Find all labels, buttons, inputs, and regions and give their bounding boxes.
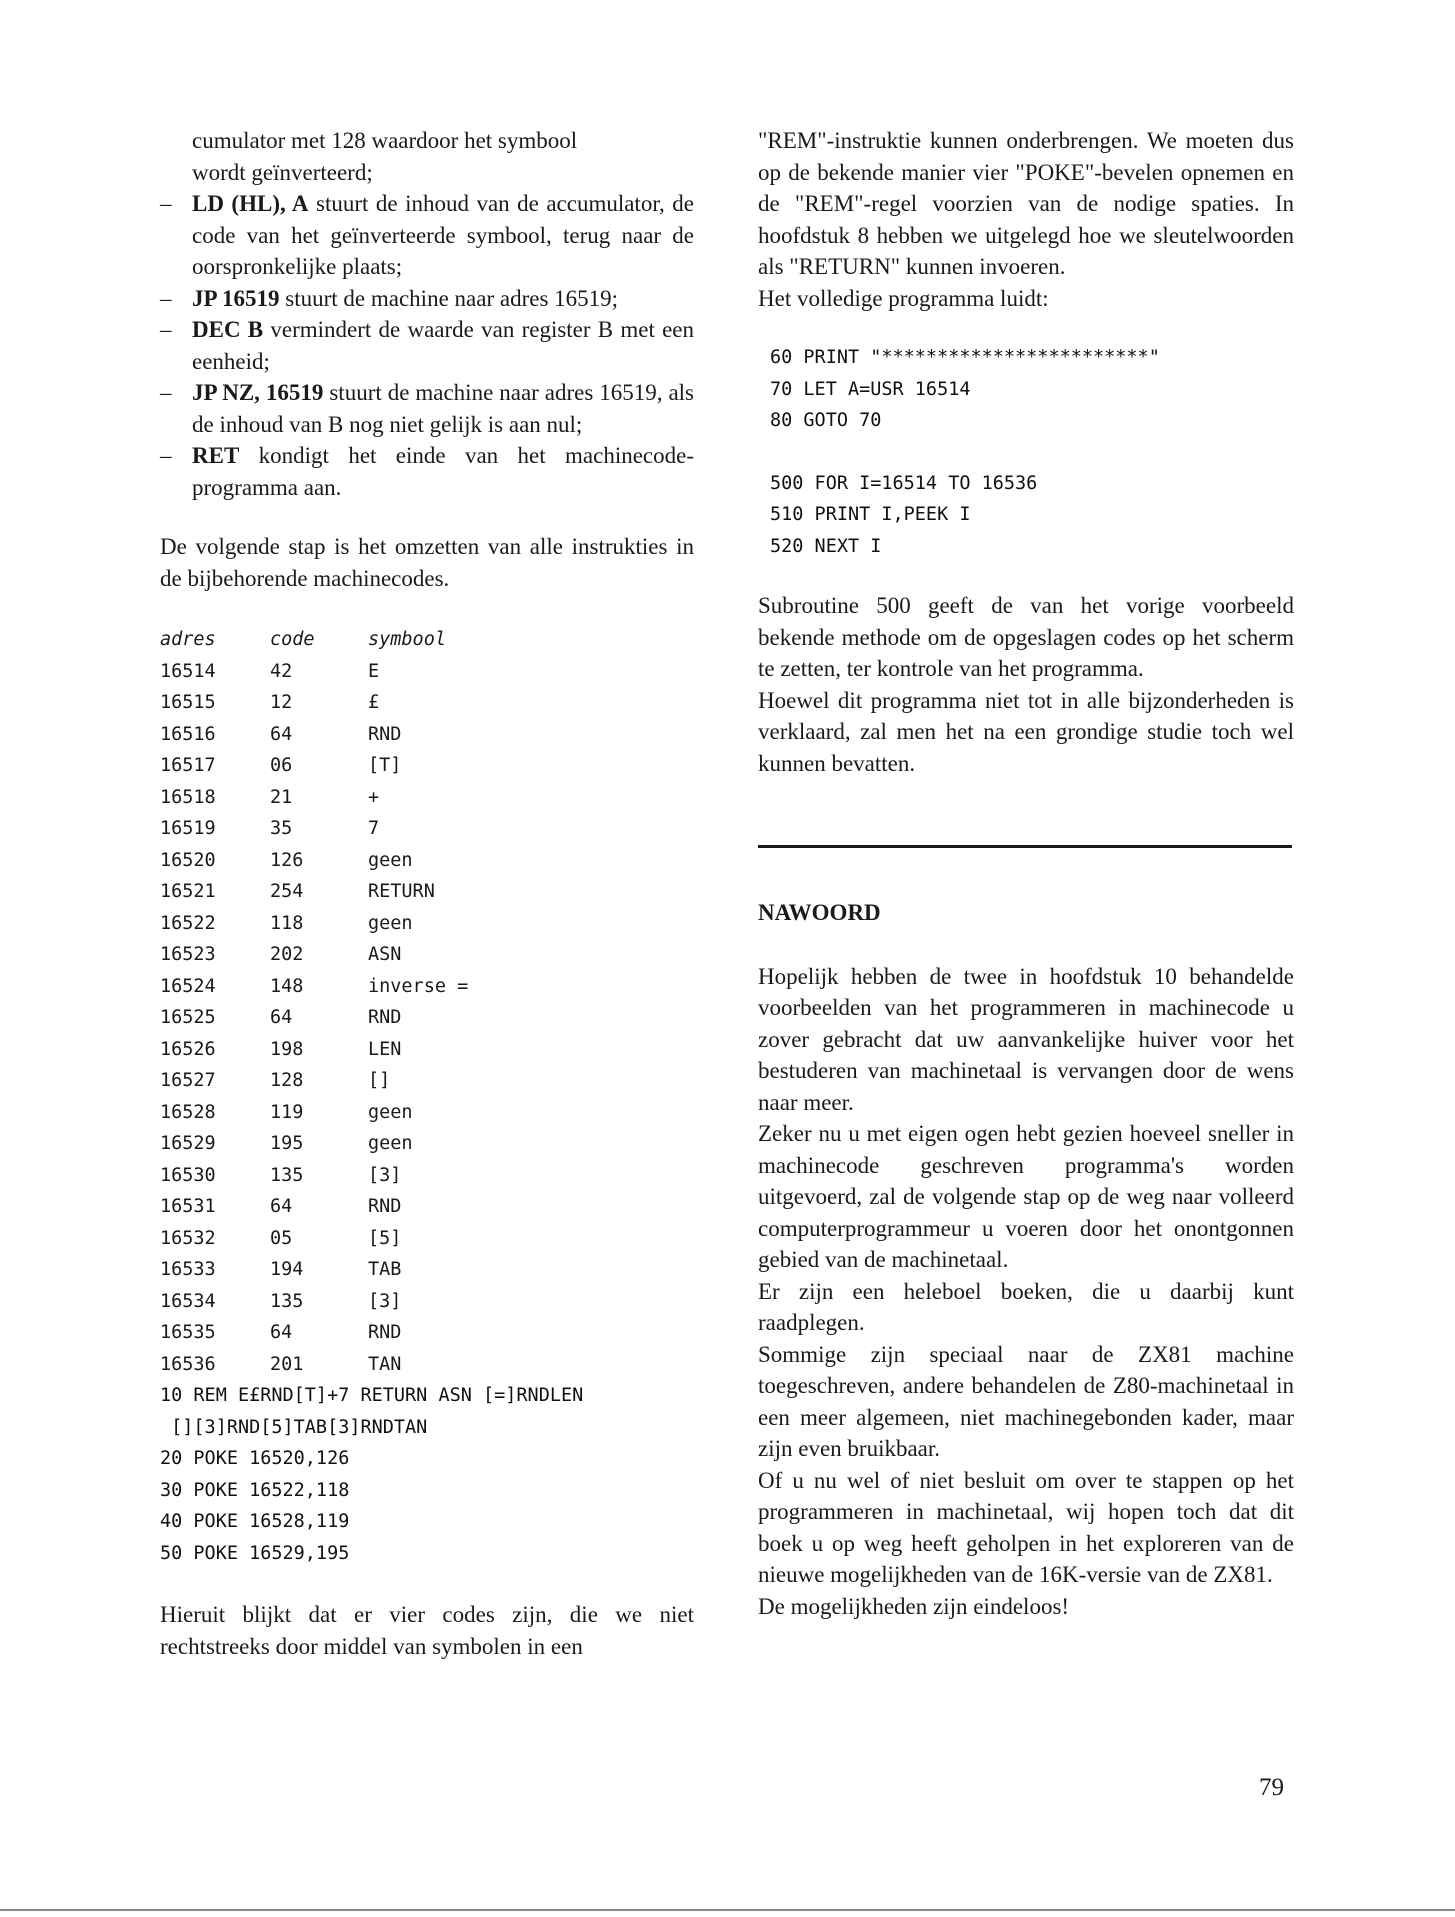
intro-line-1: cumulator met 128 waardoor het symbool	[192, 128, 578, 153]
code-line: 80 GOTO 70	[770, 410, 882, 431]
code-line: 30 POKE 16522,118	[160, 1479, 350, 1501]
cell-code: 64	[270, 1007, 293, 1028]
cell-code: 194	[270, 1259, 304, 1280]
cell-code: 35	[270, 818, 293, 839]
paragraph: Hoewel dit programma niet tot in alle bijzonderheden is verklaard, zal men het na een grondige studie toch wel kunnen bevatten.	[758, 687, 1294, 776]
table-row	[160, 1254, 468, 1286]
cell-symbool: TAN	[368, 1353, 402, 1375]
instruction-list	[160, 188, 694, 503]
paragraph: Hopelijk hebben de twee in hoofdstuk 10 behandelde voorbeelden van het programmeren in machinecode u zover gebracht dat uw aanvankelijke huiver voor het bestuderen van machinetaal is vervangen door de wens naar meer.	[758, 963, 1294, 1115]
paragraph: "REM"-instruktie kunnen onderbrengen. We moeten dus op de bekende manier vier "POKE"-bevelen opnemen en de "REM"-regel voorzien van de nodige spaties. In hoofdstuk 8 hebben we uitgelegd hoe we sleutelwoorden als "RETURN" kunnen invoeren.	[758, 128, 1294, 279]
cell-adres: 16532	[160, 1227, 216, 1249]
table-row	[160, 1317, 468, 1349]
left-column	[160, 125, 694, 1662]
paragraph: Zeker nu u met eigen ogen hebt gezien hoeveel sneller in machinecode geschreven programma's worden uitgevoerd, zal de volgende stap op de weg naar volleerd computerprogrammeur u voeren door het onontgonnen gebied van de machinetaal.	[758, 1121, 1294, 1272]
cell-code: 201	[270, 1353, 304, 1375]
paragraph: De mogelijkheden zijn eindeloos!	[758, 1593, 1070, 1619]
section-heading: NAWOORD	[758, 900, 881, 925]
cell-adres: 16515	[160, 692, 216, 713]
cell-adres: 16530	[160, 1164, 216, 1186]
instruction-mnemonic: DEC B	[192, 317, 264, 342]
cell-symbool: []	[368, 1070, 391, 1091]
table-row	[160, 656, 468, 688]
instruction-mnemonic: LD (HL), A	[192, 191, 309, 216]
dash-icon: –	[160, 317, 172, 342]
cell-symbool: RETURN	[368, 881, 435, 902]
cell-symbool: RND	[368, 1007, 402, 1028]
machine-code-table	[160, 624, 468, 1380]
table-row	[160, 1160, 468, 1192]
cell-adres: 16531	[160, 1196, 216, 1217]
intro-line-2: wordt geïnverteerd;	[192, 159, 373, 185]
table-row	[160, 1223, 468, 1255]
basic-listing	[758, 342, 1294, 437]
column-header-code: code	[270, 629, 315, 650]
column-header-symbool: symbool	[368, 629, 446, 650]
instruction-text: stuurt de machine naar adres 16519, als de inhoud van B nog niet gelijk is aan nul;	[192, 380, 694, 437]
cell-symbool: geen	[368, 1101, 413, 1123]
paragraph: Subroutine 500 geeft de van het vorige voorbeeld bekende methode om de opgeslagen codes op het scherm te zetten, ter kontrole van het programma.	[758, 593, 1294, 681]
cell-symbool: LEN	[368, 1038, 402, 1060]
right-column	[758, 125, 1294, 1622]
instruction-mnemonic: JP 16519	[192, 285, 280, 311]
table-row	[160, 1191, 468, 1223]
paragraph: Er zijn een heleboel boeken, die u daarbij kunt raadplegen.	[758, 1278, 1294, 1335]
table-row	[160, 687, 468, 719]
list-item	[160, 314, 694, 377]
cell-symbool: [3]	[368, 1164, 402, 1186]
cell-symbool: TAB	[368, 1259, 402, 1280]
table-row	[160, 876, 468, 908]
cell-adres: 16520	[160, 849, 216, 871]
cell-symbool: RND	[368, 1196, 402, 1217]
cell-symbool: geen	[368, 912, 413, 934]
cell-adres: 16524	[160, 975, 216, 997]
cell-symbool: inverse =	[368, 975, 469, 997]
cell-adres: 16525	[160, 1007, 216, 1028]
nawoord-body	[758, 961, 1294, 1623]
cell-adres: 16519	[160, 818, 216, 839]
cell-symbool: [T]	[368, 755, 402, 776]
cell-adres: 16527	[160, 1070, 216, 1091]
table-row	[160, 971, 468, 1003]
list-item	[160, 377, 694, 440]
cell-symbool: [5]	[368, 1227, 402, 1249]
dash-icon: –	[160, 191, 172, 216]
instruction-text: stuurt de machine naar adres 16519;	[279, 285, 619, 311]
table-row	[160, 1128, 468, 1160]
code-line: 520 NEXT I	[770, 535, 882, 557]
cell-code: 05	[270, 1227, 293, 1249]
cell-symbool: +	[368, 786, 380, 808]
column-header-adres: adres	[160, 629, 216, 650]
cell-symbool: geen	[368, 849, 413, 871]
cell-code: 42	[270, 660, 293, 682]
cell-code: 06	[270, 755, 293, 776]
code-line: 10 REM E£RND[T]+7 RETURN ASN [=]RNDLEN	[160, 1385, 584, 1406]
paragraph: Het volledige programma luidt:	[758, 285, 1049, 311]
dash-icon: –	[160, 443, 172, 468]
cell-code: 195	[270, 1133, 304, 1154]
cell-symbool: E	[368, 660, 380, 682]
cell-code: 135	[270, 1164, 304, 1186]
table-row	[160, 939, 468, 971]
page-number: 79	[1259, 1774, 1284, 1801]
cell-symbool: £	[368, 692, 380, 713]
instruction-text: stuurt de inhoud van de accumulator, de code van het geïnverteerde symbool, terug naar de oorspronkelijke plaats;	[192, 191, 694, 279]
cell-adres: 16523	[160, 944, 216, 965]
list-item	[160, 283, 694, 315]
table-row	[160, 719, 468, 751]
table-row	[160, 813, 468, 845]
table-row	[160, 908, 468, 940]
cell-adres: 16521	[160, 881, 216, 902]
code-line: 500 FOR I=16514 TO 16536	[770, 472, 1038, 494]
table-row	[160, 782, 468, 814]
cell-adres: 16529	[160, 1133, 216, 1154]
page-bottom-edge	[0, 1909, 1455, 1911]
cell-adres: 16533	[160, 1259, 216, 1280]
code-line: [][3]RND[5]TAB[3]RNDTAN	[160, 1416, 428, 1438]
basic-listing	[160, 1380, 694, 1569]
cell-adres: 16517	[160, 755, 216, 776]
table-row	[160, 845, 468, 877]
cell-code: 64	[270, 1196, 293, 1217]
code-line: 50 POKE 16529,195	[160, 1542, 350, 1564]
cell-symbool: ASN	[368, 944, 402, 965]
cell-code: 128	[270, 1070, 304, 1091]
table-row	[160, 750, 468, 782]
table-body	[160, 656, 468, 1381]
cell-code: 64	[270, 723, 293, 745]
cell-adres: 16518	[160, 786, 216, 808]
instruction-text: kondigt het einde van het machinecode-programma aan.	[192, 443, 694, 500]
instruction-text: vermindert de waarde van register B met een eenheid;	[192, 317, 695, 374]
cell-symbool: geen	[368, 1133, 413, 1154]
cell-code: 64	[270, 1322, 293, 1343]
instruction-mnemonic: RET	[192, 443, 240, 468]
dash-icon: –	[160, 380, 172, 405]
cell-code: 148	[270, 975, 304, 997]
code-line: 510 PRINT I,PEEK I	[770, 504, 971, 525]
table-row	[160, 1286, 468, 1318]
cell-symbool: RND	[368, 723, 402, 745]
cell-adres: 16522	[160, 912, 216, 934]
table-row	[160, 1065, 468, 1097]
cell-adres: 16534	[160, 1290, 216, 1312]
table-row	[160, 1002, 468, 1034]
code-line: 40 POKE 16528,119	[160, 1511, 350, 1532]
divider	[758, 845, 1292, 848]
cell-adres: 16526	[160, 1038, 216, 1060]
cell-adres: 16528	[160, 1101, 216, 1123]
code-line: 60 PRINT "************************"	[770, 347, 1160, 368]
cell-adres: 16516	[160, 723, 216, 745]
cell-code: 254	[270, 881, 304, 902]
paragraph: Of u nu wel of niet besluit om over te stappen op het programmeren in machinetaal, wij hopen toch dat dit boek u op weg heeft geholpen in het exploreren van de nieuwe mogelijkheden van de 16K-versie van de ZX81.	[758, 1467, 1294, 1587]
instruction-mnemonic: JP NZ, 16519	[192, 380, 324, 405]
cell-symbool: 7	[368, 818, 380, 839]
cell-adres: 16535	[160, 1322, 216, 1343]
table-row	[160, 1349, 468, 1381]
basic-listing	[758, 468, 1294, 563]
cell-symbool: RND	[368, 1322, 402, 1343]
table-row	[160, 1097, 468, 1129]
list-item	[160, 440, 694, 503]
cell-code: 198	[270, 1038, 304, 1060]
cell-code: 135	[270, 1290, 304, 1312]
cell-code: 12	[270, 692, 293, 713]
paragraph: Hieruit blijkt dat er vier codes zijn, die we niet rechtstreeks door middel van symbolen in een	[160, 1602, 694, 1659]
code-line: 70 LET A=USR 16514	[770, 378, 971, 400]
cell-adres: 16514	[160, 660, 216, 682]
cell-code: 21	[270, 786, 293, 808]
cell-adres: 16536	[160, 1353, 216, 1375]
dash-icon: –	[160, 285, 172, 311]
cell-code: 119	[270, 1101, 304, 1123]
code-line: 20 POKE 16520,126	[160, 1448, 350, 1469]
cell-code: 126	[270, 849, 304, 871]
table-row	[160, 1034, 468, 1066]
list-item	[160, 188, 694, 283]
paragraph: De volgende stap is het omzetten van alle instrukties in de bijbehorende machinecodes.	[160, 534, 694, 591]
table-header-row	[160, 624, 468, 656]
cell-code: 118	[270, 912, 304, 934]
paragraph: Sommige zijn speciaal naar de ZX81 machine toegeschreven, andere behandelen de Z80-machinetaal in een meer algemeen, niet machinegebonden kader, maar zijn even bruikbaar.	[758, 1341, 1294, 1461]
cell-symbool: [3]	[368, 1290, 402, 1312]
cell-code: 202	[270, 944, 304, 965]
